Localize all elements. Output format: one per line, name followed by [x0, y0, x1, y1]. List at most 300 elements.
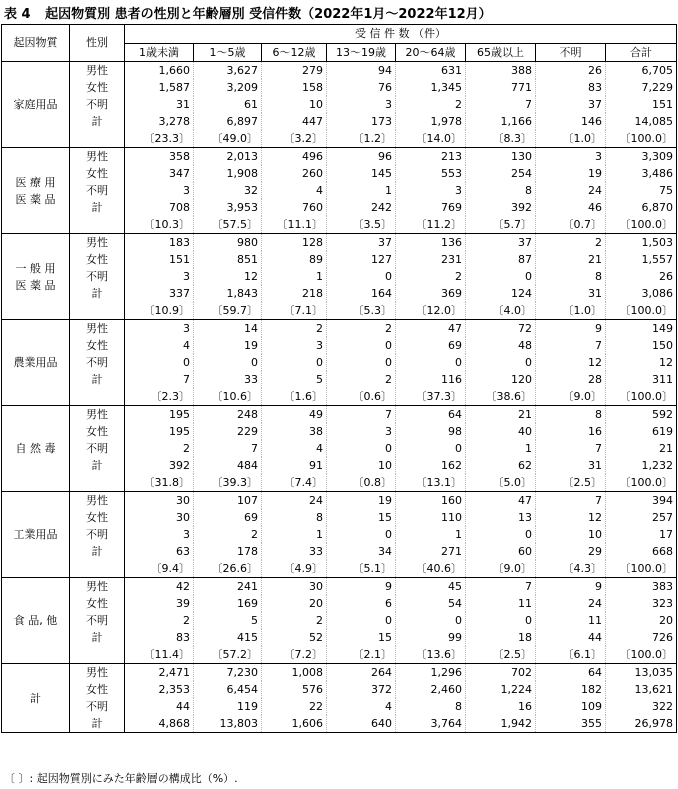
value-cell: 3: [262, 337, 327, 354]
value-cell: 48: [466, 337, 536, 354]
table-row: [2, 440, 677, 457]
value-cell: 21: [466, 406, 536, 424]
ratio-cell: 〔5.1〕: [327, 560, 396, 578]
table-row: [2, 543, 677, 560]
ratio-cell: 〔2.1〕: [327, 646, 396, 664]
ratio-cell: 〔11.2〕: [396, 216, 466, 234]
value-cell: 311: [606, 371, 677, 388]
value-cell: 7,229: [606, 79, 677, 96]
value-cell: 2,471: [125, 664, 194, 682]
sex-cell: 男性: [70, 664, 125, 682]
value-cell: 0: [466, 612, 536, 629]
sex-cell: 女性: [70, 681, 125, 698]
value-cell: 1,843: [194, 285, 262, 302]
category-cell: 食 品, 他: [2, 578, 70, 664]
sex-cell: 女性: [70, 337, 125, 354]
value-cell: 7: [327, 406, 396, 424]
table-row: [2, 234, 677, 252]
ratio-cell: 〔7.4〕: [262, 474, 327, 492]
table-row: [2, 474, 677, 492]
value-cell: 3,086: [606, 285, 677, 302]
value-cell: 120: [466, 371, 536, 388]
value-cell: 63: [125, 543, 194, 560]
value-cell: 496: [262, 148, 327, 166]
value-cell: 124: [466, 285, 536, 302]
sex-cell: 男性: [70, 148, 125, 166]
sex-cell: 計: [70, 285, 125, 302]
value-cell: 26,978: [606, 715, 677, 733]
value-cell: 760: [262, 199, 327, 216]
value-cell: 47: [396, 320, 466, 338]
table-row: [2, 698, 677, 715]
table-row: [2, 457, 677, 474]
value-cell: 668: [606, 543, 677, 560]
value-cell: 128: [262, 234, 327, 252]
value-cell: 553: [396, 165, 466, 182]
value-cell: 7: [466, 578, 536, 596]
table-row: [2, 526, 677, 543]
value-cell: 151: [125, 251, 194, 268]
value-cell: 47: [466, 492, 536, 510]
value-cell: 127: [327, 251, 396, 268]
value-cell: 213: [396, 148, 466, 166]
value-cell: 980: [194, 234, 262, 252]
value-cell: 14,085: [606, 113, 677, 130]
value-cell: 2,013: [194, 148, 262, 166]
value-cell: 0: [125, 354, 194, 371]
value-cell: 39: [125, 595, 194, 612]
value-cell: 40: [466, 423, 536, 440]
value-cell: 1: [466, 440, 536, 457]
value-cell: 392: [125, 457, 194, 474]
ratio-cell: 〔9.0〕: [466, 560, 536, 578]
value-cell: 1,296: [396, 664, 466, 682]
table-row: [2, 629, 677, 646]
value-cell: 1,008: [262, 664, 327, 682]
value-cell: 264: [327, 664, 396, 682]
value-cell: 164: [327, 285, 396, 302]
ratio-cell: 〔11.1〕: [262, 216, 327, 234]
value-cell: 178: [194, 543, 262, 560]
table-body: [2, 62, 677, 733]
sex-cell: 不明: [70, 182, 125, 199]
value-cell: 160: [396, 492, 466, 510]
value-cell: 0: [327, 268, 396, 285]
ratio-cell: 〔14.0〕: [396, 130, 466, 148]
table-row: [2, 148, 677, 166]
ratio-cell: 〔39.3〕: [194, 474, 262, 492]
value-cell: 369: [396, 285, 466, 302]
value-cell: 15: [327, 629, 396, 646]
value-cell: 2: [194, 526, 262, 543]
value-cell: 34: [327, 543, 396, 560]
value-cell: 3,764: [396, 715, 466, 733]
value-cell: 136: [396, 234, 466, 252]
value-cell: 4: [327, 698, 396, 715]
value-cell: 2: [536, 234, 606, 252]
ratio-cell: 〔100.0〕: [606, 560, 677, 578]
value-cell: 576: [262, 681, 327, 698]
value-cell: 44: [536, 629, 606, 646]
value-cell: 7: [466, 96, 536, 113]
value-cell: 61: [194, 96, 262, 113]
ratio-cell: 〔10.9〕: [125, 302, 194, 320]
value-cell: 119: [194, 698, 262, 715]
value-cell: 1,978: [396, 113, 466, 130]
ratio-cell: 〔100.0〕: [606, 302, 677, 320]
value-cell: 322: [606, 698, 677, 715]
value-cell: 337: [125, 285, 194, 302]
value-cell: 3: [327, 96, 396, 113]
sex-header: 性別: [70, 25, 125, 62]
value-cell: 7: [536, 440, 606, 457]
table-row: [2, 302, 677, 320]
age-header: 1歳未満: [125, 44, 194, 62]
table-row: [2, 320, 677, 338]
sex-cell: 不明: [70, 96, 125, 113]
value-cell: 32: [194, 182, 262, 199]
ratio-cell: 〔59.7〕: [194, 302, 262, 320]
ratio-cell: 〔11.4〕: [125, 646, 194, 664]
value-cell: 2: [262, 320, 327, 338]
table-row: [2, 560, 677, 578]
category-header: 起因物質: [2, 25, 70, 62]
value-cell: 1,606: [262, 715, 327, 733]
sex-cell: 女性: [70, 251, 125, 268]
ratio-cell: 〔49.0〕: [194, 130, 262, 148]
value-cell: 248: [194, 406, 262, 424]
sex-cell: 男性: [70, 62, 125, 80]
value-cell: 0: [327, 354, 396, 371]
sex-cell: 不明: [70, 698, 125, 715]
value-cell: 1: [262, 526, 327, 543]
value-cell: 64: [396, 406, 466, 424]
value-cell: 96: [327, 148, 396, 166]
value-cell: 2: [125, 612, 194, 629]
ratio-cell: 〔2.5〕: [466, 646, 536, 664]
value-cell: 31: [536, 285, 606, 302]
sex-cell: 不明: [70, 526, 125, 543]
ratio-cell: 〔6.1〕: [536, 646, 606, 664]
value-cell: 271: [396, 543, 466, 560]
value-cell: 5: [262, 371, 327, 388]
sex-cell: 男性: [70, 578, 125, 596]
value-cell: 11: [466, 595, 536, 612]
value-cell: 0: [396, 440, 466, 457]
value-cell: 851: [194, 251, 262, 268]
age-header: 1～5歳: [194, 44, 262, 62]
value-cell: 45: [396, 578, 466, 596]
value-cell: 24: [262, 492, 327, 510]
value-cell: 241: [194, 578, 262, 596]
ratio-cell: 〔2.3〕: [125, 388, 194, 406]
ratio-cell: 〔3.2〕: [262, 130, 327, 148]
value-cell: 383: [606, 578, 677, 596]
value-cell: 1,224: [466, 681, 536, 698]
value-cell: 107: [194, 492, 262, 510]
value-cell: 69: [194, 509, 262, 526]
value-cell: 726: [606, 629, 677, 646]
value-cell: 30: [125, 492, 194, 510]
value-cell: 3,627: [194, 62, 262, 80]
value-cell: 4,868: [125, 715, 194, 733]
value-cell: 0: [466, 268, 536, 285]
value-cell: 1,345: [396, 79, 466, 96]
ratio-cell: 〔5.7〕: [466, 216, 536, 234]
ratio-cell: 〔100.0〕: [606, 474, 677, 492]
count-group-header: 受 信 件 数 （件）: [125, 25, 677, 44]
value-cell: 1,587: [125, 79, 194, 96]
value-cell: 3: [125, 268, 194, 285]
table-row: [2, 130, 677, 148]
value-cell: 260: [262, 165, 327, 182]
value-cell: 3,309: [606, 148, 677, 166]
value-cell: 4: [125, 337, 194, 354]
value-cell: 24: [536, 182, 606, 199]
value-cell: 150: [606, 337, 677, 354]
value-cell: 6,705: [606, 62, 677, 80]
value-cell: 91: [262, 457, 327, 474]
value-cell: 116: [396, 371, 466, 388]
value-cell: 21: [536, 251, 606, 268]
value-cell: 75: [606, 182, 677, 199]
value-cell: 1,166: [466, 113, 536, 130]
value-cell: 0: [396, 612, 466, 629]
value-cell: 16: [536, 423, 606, 440]
table-row: [2, 578, 677, 596]
ratio-cell: 〔9.4〕: [125, 560, 194, 578]
value-cell: 3: [327, 423, 396, 440]
ratio-cell: 〔7.2〕: [262, 646, 327, 664]
value-cell: 10: [327, 457, 396, 474]
value-cell: 13,621: [606, 681, 677, 698]
table-row: [2, 165, 677, 182]
value-cell: 2,353: [125, 681, 194, 698]
value-cell: 31: [536, 457, 606, 474]
sex-cell-empty: [70, 130, 125, 148]
ratio-cell: 〔0.6〕: [327, 388, 396, 406]
value-cell: 7: [125, 371, 194, 388]
table-row: [2, 285, 677, 302]
value-cell: 0: [327, 612, 396, 629]
ratio-cell: 〔57.5〕: [194, 216, 262, 234]
table-row: [2, 509, 677, 526]
table-row: [2, 251, 677, 268]
sex-cell: 不明: [70, 612, 125, 629]
category-cell: 計: [2, 664, 70, 733]
sex-cell: 計: [70, 457, 125, 474]
sex-cell-empty: [70, 646, 125, 664]
value-cell: 484: [194, 457, 262, 474]
ratio-cell: 〔1.2〕: [327, 130, 396, 148]
value-cell: 0: [262, 354, 327, 371]
ratio-cell: 〔57.2〕: [194, 646, 262, 664]
value-cell: 151: [606, 96, 677, 113]
value-cell: 388: [466, 62, 536, 80]
sex-cell: 計: [70, 543, 125, 560]
value-cell: 2: [125, 440, 194, 457]
value-cell: 29: [536, 543, 606, 560]
value-cell: 19: [327, 492, 396, 510]
sex-cell: 不明: [70, 354, 125, 371]
category-cell: 医 療 用 医 薬 品: [2, 148, 70, 234]
sex-cell: 女性: [70, 423, 125, 440]
ratio-cell: 〔9.0〕: [536, 388, 606, 406]
value-cell: 162: [396, 457, 466, 474]
value-cell: 7,230: [194, 664, 262, 682]
value-cell: 76: [327, 79, 396, 96]
value-cell: 0: [396, 354, 466, 371]
value-cell: 0: [194, 354, 262, 371]
sex-cell-empty: [70, 388, 125, 406]
value-cell: 2: [396, 268, 466, 285]
value-cell: 169: [194, 595, 262, 612]
table-number: 表 4: [4, 7, 31, 22]
value-cell: 11: [536, 612, 606, 629]
value-cell: 0: [327, 440, 396, 457]
value-cell: 702: [466, 664, 536, 682]
value-cell: 33: [194, 371, 262, 388]
value-cell: 3: [125, 182, 194, 199]
value-cell: 12: [536, 354, 606, 371]
value-cell: 631: [396, 62, 466, 80]
value-cell: 7: [194, 440, 262, 457]
category-cell: 家庭用品: [2, 62, 70, 148]
value-cell: 16: [466, 698, 536, 715]
value-cell: 3,278: [125, 113, 194, 130]
value-cell: 0: [466, 526, 536, 543]
ratio-cell: 〔13.1〕: [396, 474, 466, 492]
sex-cell: 計: [70, 715, 125, 733]
value-cell: 1,557: [606, 251, 677, 268]
value-cell: 3: [536, 148, 606, 166]
value-cell: 3,209: [194, 79, 262, 96]
value-cell: 30: [262, 578, 327, 596]
value-cell: 8: [536, 406, 606, 424]
value-cell: 8: [262, 509, 327, 526]
sex-cell: 女性: [70, 509, 125, 526]
value-cell: 6,897: [194, 113, 262, 130]
ratio-cell: 〔8.3〕: [466, 130, 536, 148]
ratio-cell: 〔7.1〕: [262, 302, 327, 320]
table-row: [2, 388, 677, 406]
ratio-cell: 〔3.5〕: [327, 216, 396, 234]
value-cell: 12: [536, 509, 606, 526]
age-header: 65歳以上: [466, 44, 536, 62]
value-cell: 89: [262, 251, 327, 268]
table-row: [2, 492, 677, 510]
value-cell: 24: [536, 595, 606, 612]
value-cell: 1,908: [194, 165, 262, 182]
value-cell: 0: [327, 526, 396, 543]
value-cell: 26: [536, 62, 606, 80]
value-cell: 1: [262, 268, 327, 285]
value-cell: 18: [466, 629, 536, 646]
value-cell: 4: [262, 440, 327, 457]
ratio-cell: 〔5.3〕: [327, 302, 396, 320]
ratio-cell: 〔4.3〕: [536, 560, 606, 578]
table-row: [2, 337, 677, 354]
sex-cell: 計: [70, 113, 125, 130]
value-cell: 2: [262, 612, 327, 629]
value-cell: 130: [466, 148, 536, 166]
ratio-cell: 〔0.7〕: [536, 216, 606, 234]
sex-cell: 不明: [70, 440, 125, 457]
value-cell: 173: [327, 113, 396, 130]
table-row: [2, 79, 677, 96]
ratio-cell: 〔1.0〕: [536, 130, 606, 148]
value-cell: 145: [327, 165, 396, 182]
value-cell: 2: [396, 96, 466, 113]
age-header: 不明: [536, 44, 606, 62]
value-cell: 195: [125, 423, 194, 440]
ratio-cell: 〔2.5〕: [536, 474, 606, 492]
value-cell: 279: [262, 62, 327, 80]
sex-cell-empty: [70, 474, 125, 492]
value-cell: 6,870: [606, 199, 677, 216]
age-header: 合計: [606, 44, 677, 62]
table-row: [2, 96, 677, 113]
value-cell: 14: [194, 320, 262, 338]
table-header: [2, 25, 677, 62]
table-row: [2, 715, 677, 733]
ratio-cell: 〔4.9〕: [262, 560, 327, 578]
value-cell: 9: [536, 320, 606, 338]
value-cell: 8: [396, 698, 466, 715]
age-header: 6～12歳: [262, 44, 327, 62]
value-cell: 1: [396, 526, 466, 543]
value-cell: 19: [194, 337, 262, 354]
value-cell: 17: [606, 526, 677, 543]
value-cell: 355: [536, 715, 606, 733]
value-cell: 49: [262, 406, 327, 424]
value-cell: 3,953: [194, 199, 262, 216]
ratio-cell: 〔100.0〕: [606, 216, 677, 234]
value-cell: 20: [262, 595, 327, 612]
value-cell: 708: [125, 199, 194, 216]
value-cell: 592: [606, 406, 677, 424]
value-cell: 44: [125, 698, 194, 715]
value-cell: 218: [262, 285, 327, 302]
value-cell: 110: [396, 509, 466, 526]
table-row: [2, 354, 677, 371]
value-cell: 10: [536, 526, 606, 543]
sex-cell: 女性: [70, 595, 125, 612]
value-cell: 54: [396, 595, 466, 612]
value-cell: 394: [606, 492, 677, 510]
sex-cell: 男性: [70, 492, 125, 510]
value-cell: 1,232: [606, 457, 677, 474]
value-cell: 771: [466, 79, 536, 96]
value-cell: 33: [262, 543, 327, 560]
ratio-cell: 〔31.8〕: [125, 474, 194, 492]
ratio-cell: 〔1.6〕: [262, 388, 327, 406]
value-cell: 158: [262, 79, 327, 96]
table-row: [2, 646, 677, 664]
value-cell: 30: [125, 509, 194, 526]
ratio-cell: 〔100.0〕: [606, 130, 677, 148]
value-cell: 242: [327, 199, 396, 216]
value-cell: 1: [327, 182, 396, 199]
category-cell: 一 般 用 医 薬 品: [2, 234, 70, 320]
value-cell: 347: [125, 165, 194, 182]
value-cell: 52: [262, 629, 327, 646]
ratio-cell: 〔0.8〕: [327, 474, 396, 492]
ratio-cell: 〔40.6〕: [396, 560, 466, 578]
table-row: [2, 595, 677, 612]
ratio-cell: 〔100.0〕: [606, 646, 677, 664]
value-cell: 38: [262, 423, 327, 440]
